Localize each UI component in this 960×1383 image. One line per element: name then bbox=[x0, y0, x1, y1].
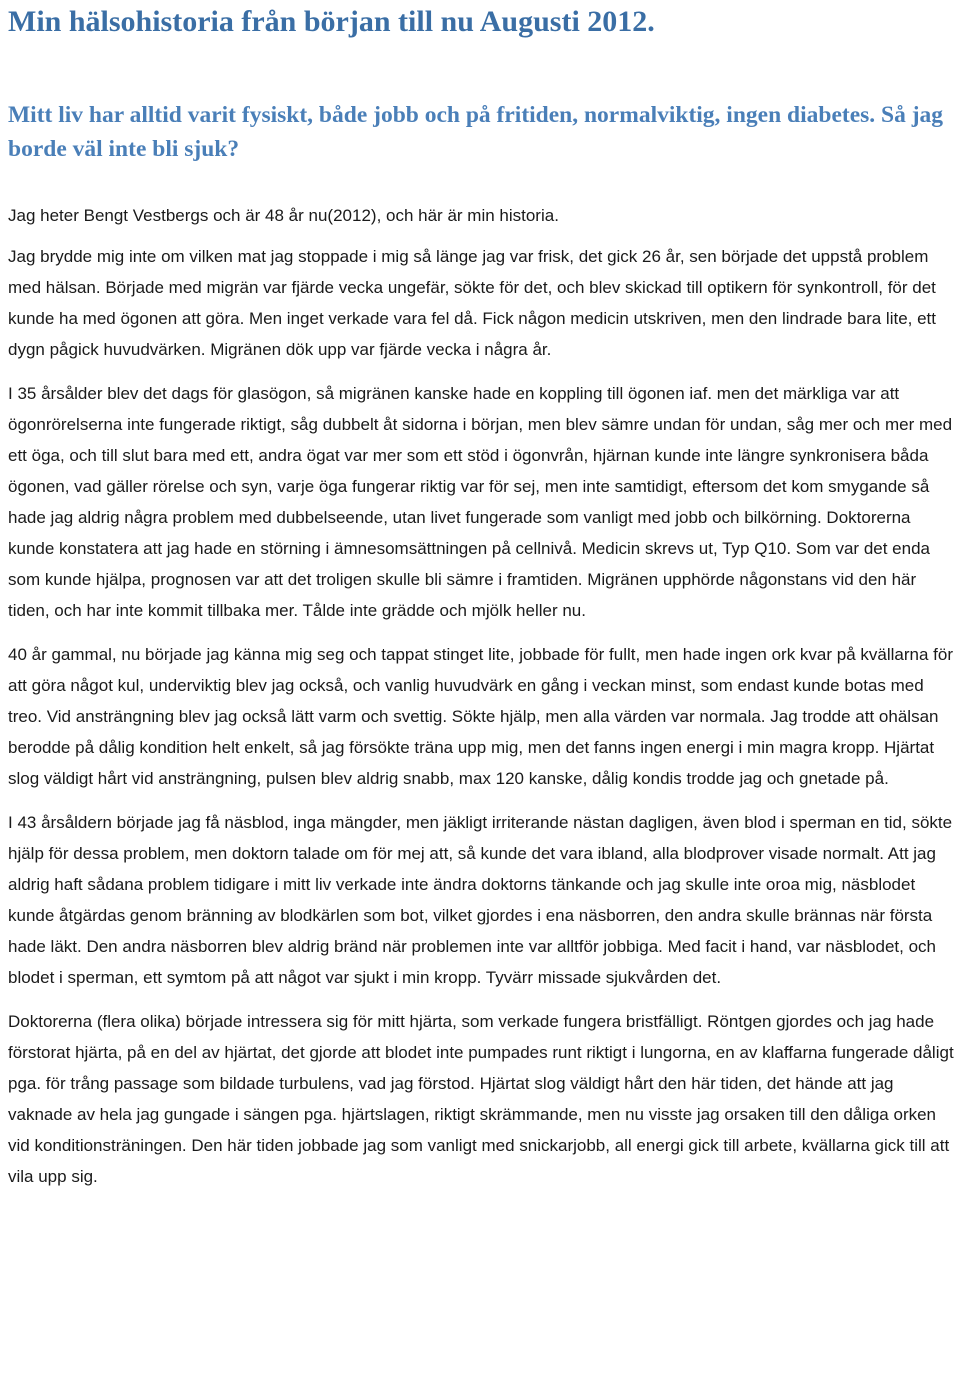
paragraph-4: I 43 årsåldern började jag få näsblod, inga mängder, men jäkligt irriterande nästan dagligen, även blod i sperman en tid, sökte hjälp för dessa problem, men doktorn talade om för mej att, så kunde det vara ibland, alla blodprover visade normalt. Att jag aldrig haft sådana problem tidigare i mitt liv verkade inte ändra doktorns tänkande och jag skulle inte oroa mig, näsblodet kunde åtgärdas genom bränning av blodkärlen som bot, vilket gjordes i ena näsborren, den andra skulle brännas när första hade läkt. Den andra näsborren blev aldrig bränd när problemen inte var alltför jobbiga. Med facit i hand, var näsblodet, och blodet i sperman, ett symtom på att något var sjukt i min kropp. Tyvärr missade sjukvården det. bbox=[8, 813, 953, 987]
document-subtitle: Mitt liv har alltid varit fysiskt, både jobb och på fritiden, normalviktig, ingen diabetes. Så jag borde väl inte bli sjuk? bbox=[8, 102, 944, 162]
paragraph-5: Doktorerna (flera olika) började intressera sig för mitt hjärta, som verkade fungera bristfälligt. Röntgen gjordes och jag hade förstorat hjärta, på en del av hjärtat, det gjorde att blodet inte pumpades runt riktigt i lungorna, en av klaffarna fungerade dåligt pga. för trång passage som bildade turbulens, vad jag förstod. Hjärtat slog väldigt hårt den här tiden, det hände att jag vaknade av hela jag gungade i sängen pga. hjärtslagen, riktigt skrämmande, men nu visste jag orsaken till den dåliga orken vid konditionsträningen. Den här tiden jobbade jag som vanligt med snickarjobb, all energi gick till arbete, kvällarna gick till att vila upp sig. bbox=[8, 1012, 954, 1186]
paragraph-3: 40 år gammal, nu började jag känna mig seg och tappat stinget lite, jobbade för fullt, men hade ingen ork kvar på kvällarna för att göra något kul, underviktig blev jag också, och vanlig huvudvärk en gång i veckan minst, som endast kunde botas med treo. Vid ansträngning blev jag också lätt varm och svettig. Sökte hjälp, men alla värden var normala. Jag trodde att ohälsan berodde på dålig kondition helt enkelt, så jag försökte träna upp mig, men det fanns ingen energi i min magra kropp. Hjärtat slog väldigt hårt vid ansträngning, pulsen blev aldrig snabb, max 120 kanske, dålig kondis trodde jag och gnetade på. bbox=[8, 645, 954, 788]
paragraph-2: I 35 årsålder blev det dags för glasögon, så migränen kanske hade en koppling till ögonen iaf. men det märkliga var att ögonrörelserna inte fungerade riktigt, såg dubbelt åt sidorna i början, men blev sämre undan för undan, såg mer och mer med ett öga, och till slut bara med ett, andra ögat var mer som ett stöd i ögonvrån, hjärnan kunde inte längre synkronisera båda ögonen, vad gäller rörelse och syn, varje öga fungerar riktig var för sej, men inte samtidigt, eftersom det kom smygande så hade jag aldrig några problem med dubbelseende, utan livet fungerade som vanligt med jobb och bilkörning. Doktorerna kunde konstatera att jag hade en störning i ämnesomsättningen på cellnivå. Medicin skrevs ut, Typ Q10. Som var det enda som kunde hjälpa, prognosen var att det troligen skulle bli sämre i framtiden. Migränen upphörde någonstans vid den här tiden, och har inte kommit tillbaka mer. Tålde inte grädde och mjölk heller nu. bbox=[8, 384, 953, 620]
document-title: Min hälsohistoria från början till nu Augusti 2012. bbox=[8, 5, 655, 38]
paragraph-1: Jag brydde mig inte om vilken mat jag stoppade i mig så länge jag var frisk, det gick 26 år, sen började det uppstå problem med hälsan. Började med migrän var fjärde vecka ungefär, sökte för det, och blev skickad till optikern för synkontroll, för det kunde ha med ögonen att göra. Men inget verkade vara fel då. Fick någon medicin utskriven, men den lindrade bara lite, ett dygn pågick huvudvärken. Migränen dök upp var fjärde vecka i några år. bbox=[8, 247, 936, 359]
intro-paragraph: Jag heter Bengt Vestbergs och är 48 år nu(2012), och här är min historia. bbox=[8, 206, 559, 225]
